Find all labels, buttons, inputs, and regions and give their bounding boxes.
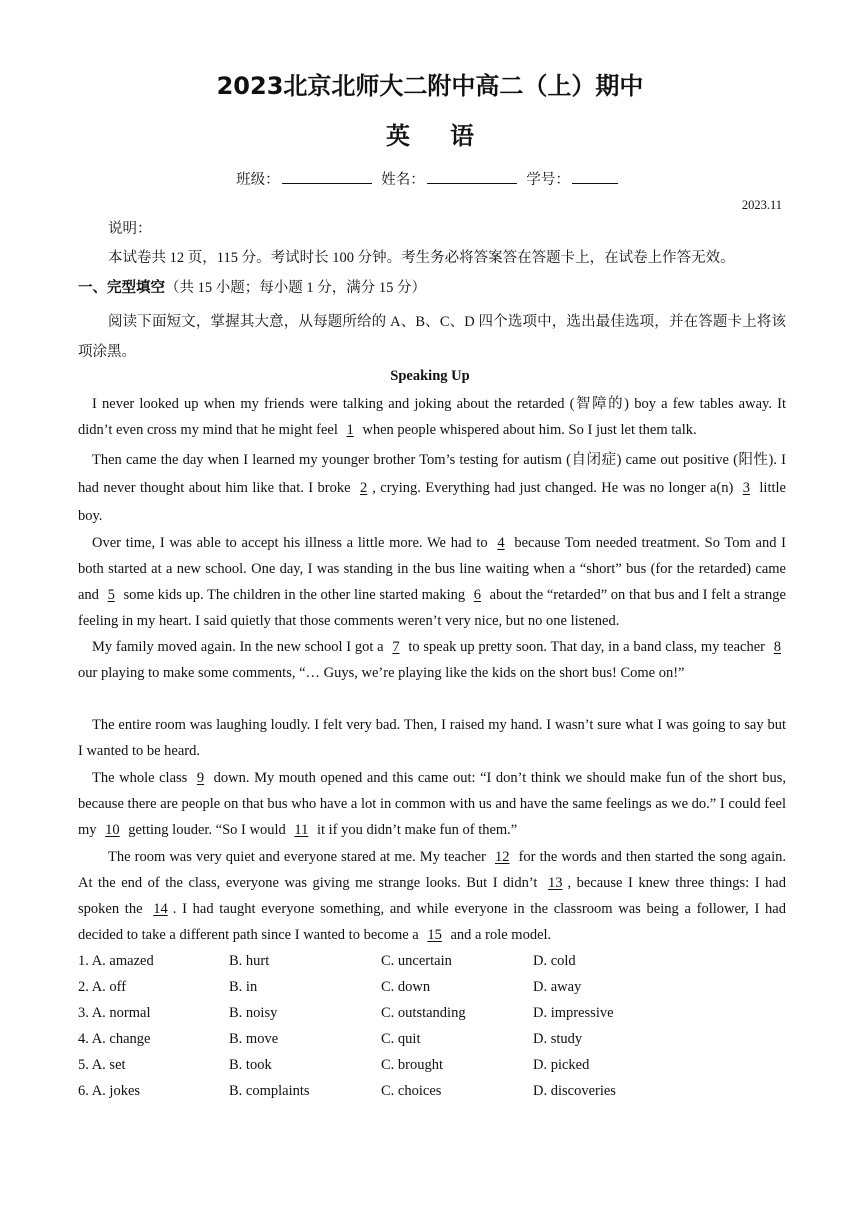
blank-10: 10 xyxy=(105,822,120,838)
option-d: D. discoveries xyxy=(533,1083,616,1099)
option-row xyxy=(78,1057,786,1083)
instructions-body: 本试卷共 12 页，115 分。考试时长 100 分钟。考生务必将答案答在答题卡上，在试卷上作答无效。 xyxy=(108,250,735,266)
answer-options xyxy=(78,953,786,1109)
passage-text: down. My mouth opened and this came out: “I don’t think we should make fun of the short bus, because there are people on that bus who have a lot in common with us and have the same feelings as we do.” I could feel my xyxy=(78,770,787,838)
option-a: 4. A. change xyxy=(78,1031,151,1047)
option-a: 5. A. set xyxy=(78,1057,126,1073)
passage-text: to speak up pretty soon. That day, in a band class, my teacher xyxy=(404,639,769,655)
option-row xyxy=(78,953,786,979)
passage-text: The room was very quiet and everyone stared at me. My teacher xyxy=(108,849,490,865)
blank-8: 8 xyxy=(773,639,781,655)
option-b: B. in xyxy=(229,979,258,995)
passage-text: My family moved again. In the new school I got a xyxy=(92,639,388,655)
passage-text: . I had taught everyone something, and while everyone in the classroom was being a follower, I had decided to take a different path since I wanted to become a xyxy=(78,901,786,943)
section-heading xyxy=(78,278,786,298)
option-row xyxy=(78,1031,786,1057)
section-directions: 阅读下面短文，掌握其大意，从每题所给的 A、B、C、D 四个选项中，选出最佳选项，并在答题卡上将该项涂黑。 xyxy=(78,314,786,360)
blank-6: 6 xyxy=(473,587,481,603)
passage-text: it if you didn’t make fun of them.” xyxy=(313,822,518,838)
class-label: 班级： xyxy=(236,172,280,188)
id-label: 学号： xyxy=(526,172,570,188)
passage-text: , crying. Everything had just changed. He was no longer a(n) xyxy=(372,480,738,496)
option-c: C. outstanding xyxy=(381,1005,466,1021)
option-c: C. down xyxy=(381,979,431,995)
subject-title: 英语 xyxy=(386,122,514,150)
passage-text: when people whispered about him. So I just let them talk. xyxy=(358,422,697,438)
option-a: 6. A. jokes xyxy=(78,1083,141,1099)
passage-text: Then came the day when I learned my younger brother Tom’s testing for autism (自闭症) came out positive (阳性). I had never thought about him like that. I broke xyxy=(78,452,786,496)
passage-paragraph-1 xyxy=(78,391,786,443)
passage-paragraph-4 xyxy=(78,634,786,686)
passage-paragraph-7 xyxy=(78,844,786,948)
option-d: D. impressive xyxy=(533,1005,614,1021)
passage-text: our playing to make some comments, “… Guys, we’re playing like the kids on the short bus! Come on!” xyxy=(78,665,685,681)
section-scoring: （共 15 小题；每小题 1 分，满分 15 分） xyxy=(165,280,426,296)
passage-text: for the words and then started the song again. At the end of the class, everyone was giving me strange looks. But I didn’t xyxy=(78,849,787,891)
option-b: B. hurt xyxy=(229,953,270,969)
passage-text: because Tom needed treatment. So Tom and I both started at a new school. One day, I was standing in the bus line waiting when a “short” bus (for the retarded) came and xyxy=(78,535,786,603)
blank-12: 12 xyxy=(494,849,510,865)
option-a: 1. A. amazed xyxy=(78,953,154,969)
blank-11: 11 xyxy=(294,822,309,838)
passage-text: some kids up. The children in the other line started making xyxy=(119,587,469,603)
passage-text: The whole class xyxy=(92,770,192,786)
passage-paragraph-5: The entire room was laughing loudly. I felt very bad. Then, I raised my hand. I wasn’t sure what I was going to say but I wanted to be heard. xyxy=(78,717,786,759)
passage-text: Over time, I was able to accept his illness a little more. We had to xyxy=(92,535,493,551)
blank-9: 9 xyxy=(196,770,205,786)
option-d: D. picked xyxy=(533,1057,590,1073)
blank-1: 1 xyxy=(346,422,354,438)
name-label: 姓名： xyxy=(381,172,425,188)
option-d: D. study xyxy=(533,1031,583,1047)
option-d: D. away xyxy=(533,979,582,995)
option-c: C. brought xyxy=(381,1057,444,1073)
option-c: C. choices xyxy=(381,1083,442,1099)
option-row xyxy=(78,1005,786,1031)
exam-date: 2023.11 xyxy=(741,198,782,212)
blank-13: 13 xyxy=(547,875,563,891)
page-title: 2023北京北师大二附中高二（上）期中 xyxy=(216,72,644,100)
option-d: D. cold xyxy=(533,953,576,969)
option-b: B. noisy xyxy=(229,1005,278,1021)
blank-2: 2 xyxy=(359,480,368,496)
blank-3: 3 xyxy=(742,480,750,496)
passage-text: and a role model. xyxy=(446,927,552,943)
option-a: 2. A. off xyxy=(78,979,127,995)
student-info-line xyxy=(0,168,860,189)
option-b: B. took xyxy=(229,1057,272,1073)
option-a: 3. A. normal xyxy=(78,1005,151,1021)
passage-text: , because I knew three things: I had spoken the xyxy=(78,875,786,917)
blank-14: 14 xyxy=(153,901,168,917)
option-row xyxy=(78,1083,786,1109)
passage-paragraph-3 xyxy=(78,530,786,634)
passage-text: getting louder. “So I would xyxy=(124,822,290,838)
passage-paragraph-6 xyxy=(78,765,786,843)
passage-text: little boy. xyxy=(78,480,786,524)
passage-text: about the “retarded” on that bus and I felt a strange feeling in my heart. I said quietly that those comments weren’t very nice, but no one listened. xyxy=(78,587,786,629)
option-c: C. quit xyxy=(381,1031,421,1047)
id-blank xyxy=(572,169,618,184)
blank-5: 5 xyxy=(107,587,115,603)
blank-15: 15 xyxy=(427,927,442,943)
instructions-heading: 说明： xyxy=(108,221,152,237)
blank-7: 7 xyxy=(392,639,400,655)
blank-4: 4 xyxy=(497,535,505,551)
option-b: B. complaints xyxy=(229,1083,310,1099)
name-blank xyxy=(427,169,517,184)
passage-title: Speaking Up xyxy=(390,368,470,384)
option-b: B. move xyxy=(229,1031,279,1047)
option-c: C. uncertain xyxy=(381,953,452,969)
class-blank xyxy=(282,169,372,184)
passage-text: I never looked up when my friends were talking and joking about the retarded (智障的) boy a few tables away. It didn’t even cross my mind that he might feel xyxy=(78,396,786,438)
option-row xyxy=(78,979,786,1005)
passage-paragraph-2 xyxy=(78,446,786,530)
section-title: 一、完型填空 xyxy=(78,280,165,296)
